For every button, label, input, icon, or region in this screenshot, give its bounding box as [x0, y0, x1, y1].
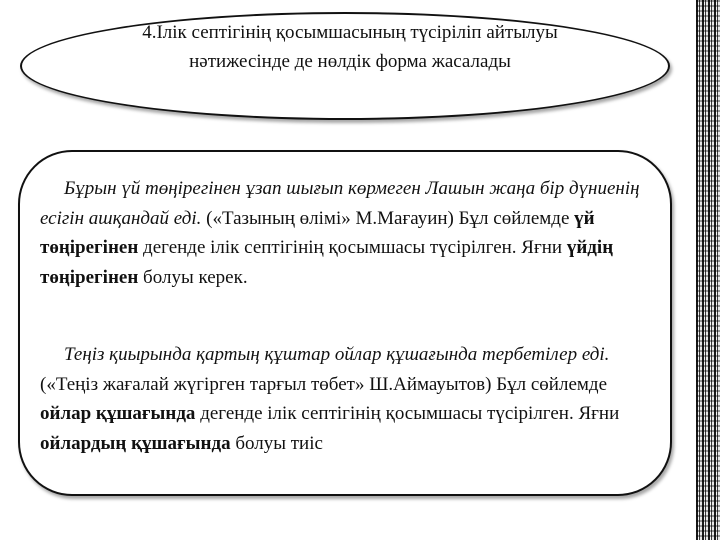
- example-ending: болуы керек.: [143, 266, 248, 288]
- example-source: («Теңіз жағалай жүгірген тарғыл төбет» Ш.Аймауытов): [40, 373, 492, 395]
- example-ending: болуы тиіс: [235, 432, 323, 454]
- example-correct-form: үйдің төңірегінен: [40, 237, 614, 288]
- decorative-side-strip: [696, 0, 720, 540]
- example-quote: Бұрын үй төңірегінен ұзап шығып көрмеген Лашын жаңа бір дүниенің есігін ашқандай еді.: [40, 178, 640, 229]
- example-explanation: дегенде ілік септігінің қосымшасы түсірілген. Яғни: [200, 403, 620, 424]
- example-paragraph-1: [40, 174, 660, 292]
- header-text: 4.Ілік септігінің қосымшасының түсіріліп айтылуы нәтижесінде де нөлдік форма жасалады: [142, 22, 558, 72]
- example-paragraph-2: [40, 340, 660, 458]
- example-correct-form: ойлардың құшағында: [40, 432, 231, 454]
- example-lead: Бұл сөйлемде: [458, 207, 570, 229]
- example-explanation: дегенде ілік септігінің қосымшасы түсірілген. Яғни: [143, 237, 563, 258]
- example-lead: Бұл сөйлемде: [496, 373, 608, 395]
- example-phrase: үй төңірегінен: [40, 207, 595, 258]
- example-quote: Теңіз қиырында қартың құштар ойлар құшағында тербетілер еді.: [64, 344, 610, 365]
- example-phrase: ойлар құшағында: [40, 403, 196, 424]
- example-source: («Тазының өлімі» М.Мағауин): [206, 207, 454, 229]
